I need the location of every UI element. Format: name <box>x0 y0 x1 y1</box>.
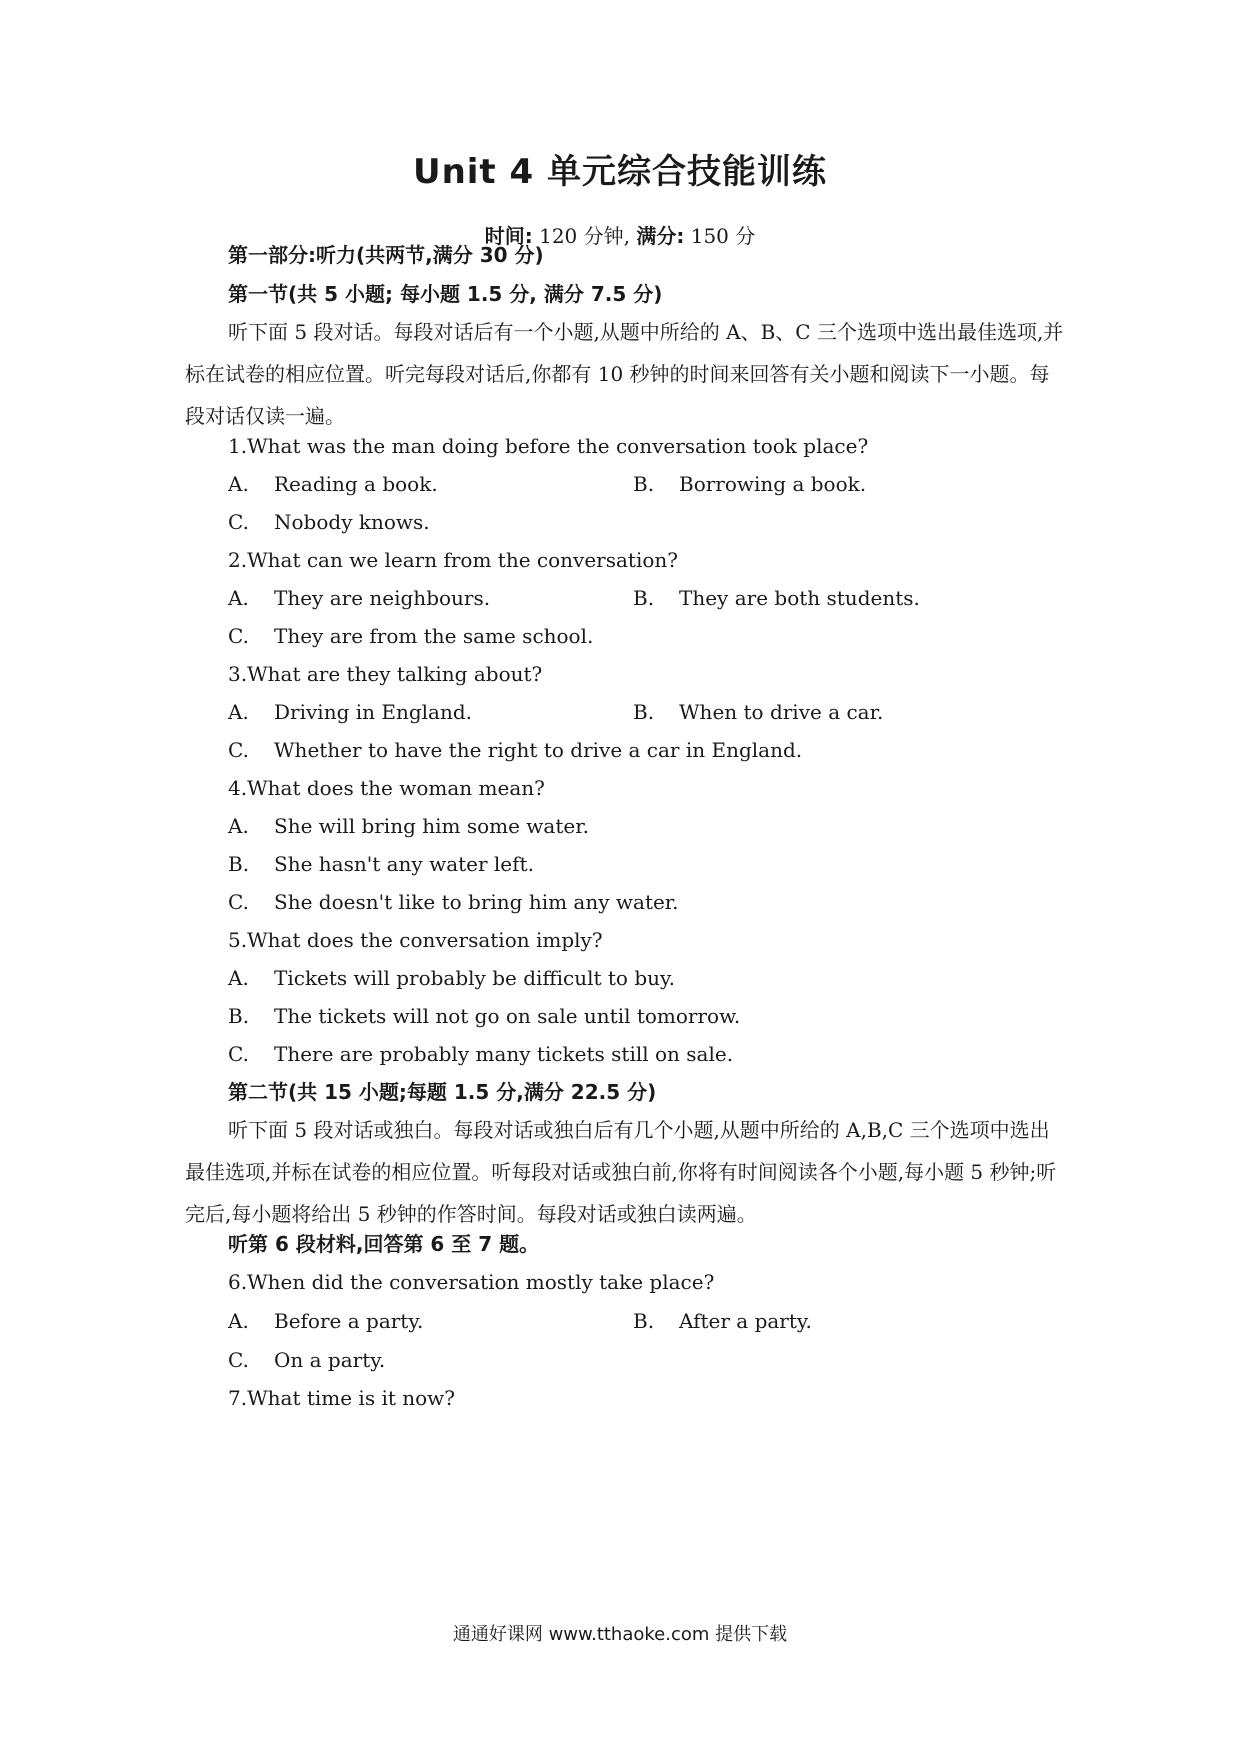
question-1-option-a[interactable] <box>228 470 438 498</box>
section2-heading: 第二节(共 15 小题;每题 1.5 分,满分 22.5 分) <box>228 1080 657 1104</box>
option-letter: C. <box>228 1042 249 1066</box>
question-3-option-a[interactable] <box>228 698 472 726</box>
option-letter: C. <box>228 624 249 648</box>
section1-instructions: 听下面 5 段对话。每段对话后有一个小题,从题中所给的 A、B、C 三个选项中选出最佳选项,并标在试卷的相应位置。听完每段对话后,你都有 10 秒钟的时间来回答有关小题和阅读下一小题。每段对话仅读一遍。 <box>185 320 1064 428</box>
option-text: They are from the same school. <box>274 624 594 648</box>
option-text: On a party. <box>274 1348 386 1372</box>
question-5-option-a[interactable] <box>228 964 675 992</box>
question-6-option-a[interactable] <box>228 1307 423 1335</box>
option-letter: A. <box>228 586 249 610</box>
option-text: Whether to have the right to drive a car in England. <box>274 738 803 762</box>
option-text: Before a party. <box>274 1309 424 1333</box>
option-text: Driving in England. <box>274 700 473 724</box>
question-2-option-c[interactable] <box>228 622 593 650</box>
option-letter: B. <box>633 472 655 496</box>
score-value: 150 分 <box>690 224 756 248</box>
question-6-option-b[interactable] <box>633 1307 812 1335</box>
option-text: After a party. <box>679 1309 812 1333</box>
question-1-option-c[interactable] <box>228 508 430 536</box>
option-text: When to drive a car. <box>679 700 884 724</box>
time-value: 120 分钟, <box>539 224 630 248</box>
section1-heading: 第一节(共 5 小题; 每小题 1.5 分, 满分 7.5 分) <box>228 282 663 306</box>
option-letter: B. <box>633 700 655 724</box>
question-3: 3.What are they talking about? <box>228 662 543 686</box>
option-letter: C. <box>228 1348 249 1372</box>
option-text: She doesn't like to bring him any water. <box>274 890 679 914</box>
option-letter: A. <box>228 966 249 990</box>
option-letter: B. <box>228 852 250 876</box>
option-letter: A. <box>228 814 249 838</box>
question-4: 4.What does the woman mean? <box>228 776 545 800</box>
option-letter: C. <box>228 890 249 914</box>
score-label: 满分: <box>636 224 685 248</box>
option-letter: C. <box>228 510 249 534</box>
question-5-option-c[interactable] <box>228 1040 733 1068</box>
option-letter: C. <box>228 738 249 762</box>
material-6-heading: 听第 6 段材料,回答第 6 至 7 题。 <box>228 1232 540 1256</box>
question-6-option-c[interactable] <box>228 1346 385 1374</box>
time-label: 时间: <box>484 224 533 248</box>
option-letter: B. <box>228 1004 250 1028</box>
option-text: Borrowing a book. <box>679 472 867 496</box>
option-letter: A. <box>228 1309 249 1333</box>
option-letter: A. <box>228 472 249 496</box>
question-4-option-a[interactable] <box>228 812 589 840</box>
page-title: Unit 4 单元综合技能训练 <box>412 152 828 192</box>
option-text: Reading a book. <box>274 472 438 496</box>
question-2-option-b[interactable] <box>633 584 920 612</box>
exam-info <box>0 222 1240 250</box>
question-4-option-c[interactable] <box>228 888 679 916</box>
option-letter: B. <box>633 586 655 610</box>
question-1-option-b[interactable] <box>633 470 866 498</box>
option-letter: A. <box>228 700 249 724</box>
question-1: 1.What was the man doing before the conversation took place? <box>228 434 869 458</box>
question-4-option-b[interactable] <box>228 850 534 878</box>
option-letter: B. <box>633 1309 655 1333</box>
option-text: She hasn't any water left. <box>274 852 534 876</box>
question-3-option-b[interactable] <box>633 698 883 726</box>
question-6: 6.When did the conversation mostly take place? <box>228 1270 715 1294</box>
option-text: The tickets will not go on sale until tomorrow. <box>274 1004 741 1028</box>
footer-source: 通通好课网 www.tthaoke.com 提供下载 <box>452 1624 788 1645</box>
question-3-option-c[interactable] <box>228 736 802 764</box>
option-text: They are neighbours. <box>274 586 491 610</box>
section2-instructions: 听下面 5 段对话或独白。每段对话或独白后有几个小题,从题中所给的 A,B,C 三个选项中选出最佳选项,并标在试卷的相应位置。听每段对话或独白前,你将有时间阅读各个小题,每小题 5 秒钟;听完后,每小题将给出 5 秒钟的作答时间。每段对话或独白读两遍。 <box>185 1118 1057 1226</box>
question-5-option-b[interactable] <box>228 1002 740 1030</box>
option-text: Tickets will probably be difficult to buy. <box>274 966 675 990</box>
question-5: 5.What does the conversation imply? <box>228 928 603 952</box>
option-text: She will bring him some water. <box>274 814 589 838</box>
option-text: There are probably many tickets still on sale. <box>274 1042 734 1066</box>
question-2: 2.What can we learn from the conversation? <box>228 548 678 572</box>
question-2-option-a[interactable] <box>228 584 490 612</box>
option-text: Nobody knows. <box>274 510 430 534</box>
part1-heading: 第一部分:听力(共两节,满分 30 分) <box>228 243 544 267</box>
option-text: They are both students. <box>679 586 920 610</box>
question-7: 7.What time is it now? <box>228 1386 456 1410</box>
